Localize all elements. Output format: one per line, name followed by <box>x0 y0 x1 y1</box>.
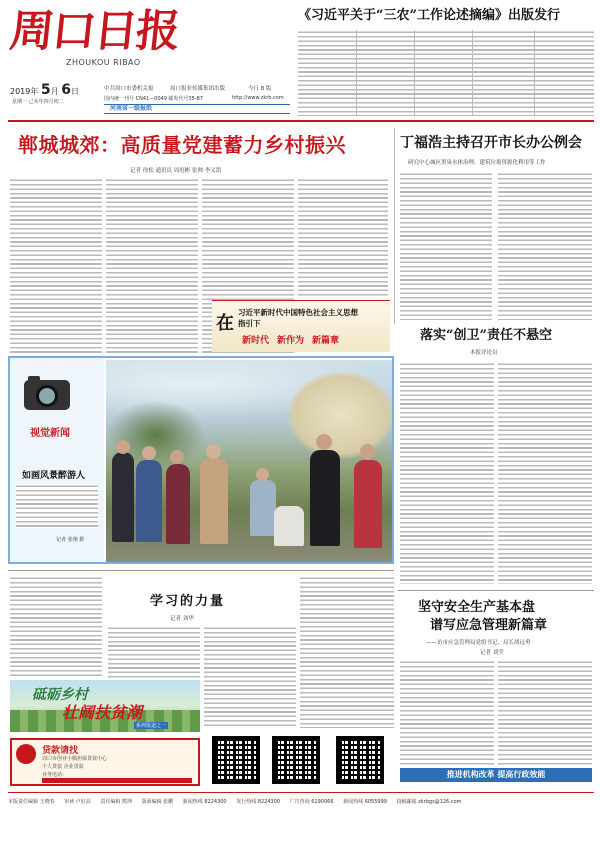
qr-code-3[interactable] <box>336 736 384 784</box>
website[interactable]: http://www.zkrb.com <box>232 95 284 101</box>
qr-code-1[interactable] <box>212 736 260 784</box>
mid-col-3 <box>300 576 394 728</box>
footer-divider <box>8 792 594 793</box>
province-tag: 河南省一级报纸 <box>104 104 290 114</box>
lead-col-2 <box>106 178 198 354</box>
date-block <box>10 82 79 98</box>
right-top-col-1 <box>400 172 492 320</box>
left-lower-col-1 <box>10 576 102 676</box>
date-month-unit: 月 <box>50 87 59 96</box>
ad-line-1: 周口市创业小额担保贷款中心 <box>42 756 108 762</box>
top-article-text <box>298 30 594 116</box>
ad-logo <box>16 744 36 764</box>
cn-number: 国内统一刊号 CN41—0049 邮发代号35-87 <box>104 96 204 102</box>
loan-ad[interactable] <box>10 738 200 786</box>
slogan-3: 新篇章 <box>312 336 340 346</box>
promo-line1: 砥砺乡村 <box>32 687 88 703</box>
footer-item: 投稿邮箱 zkrbgs@126.com <box>396 799 462 805</box>
commentary-headline[interactable]: 落实“创卫”责任不悬空 <box>420 328 552 343</box>
slogan-1: 新时代 <box>242 336 270 346</box>
ad-line-2: 个人贷款 企业贷款 <box>42 764 84 770</box>
lead-byline: 记者 徐松 通讯员 周庭彬 张帅 李义凯 <box>130 168 222 174</box>
visual-news-caption-title: 如画风景醉游人 <box>22 471 86 481</box>
date-month: 5 <box>40 82 51 98</box>
lead-col-1 <box>10 178 102 354</box>
camera-icon <box>24 380 70 410</box>
footer-item: 版面编辑 张鹏 <box>141 799 174 805</box>
promo-banner[interactable] <box>10 680 200 732</box>
visual-news-caption <box>16 484 98 528</box>
footer-item: 广告咨询 6190066 <box>289 799 334 805</box>
study-byline: 记者 刘华 <box>170 616 194 622</box>
safety-subtitle: ——访市应急管理局党组书记、局长胡远勇 <box>426 640 531 646</box>
reform-banner[interactable]: 推进机构改革 提高行政效能 <box>400 768 592 782</box>
visual-news-credit: 记者 张翔 摄 <box>56 537 85 543</box>
banner-line2: 指引下 <box>238 319 261 328</box>
right-top-col-2 <box>498 172 592 320</box>
footer-item: 新闻热线 6055999 <box>343 799 387 805</box>
visual-news-label: 视觉新闻 <box>30 428 70 439</box>
safety-col-2 <box>498 660 592 766</box>
weekday-line: 星期一 己亥年四月初二 <box>12 99 64 105</box>
footer-item: 本版责任编辑 王晓春 <box>8 799 55 805</box>
study-headline[interactable]: 学习的力量 <box>150 594 226 609</box>
date-day-unit: 日 <box>70 87 79 96</box>
qr-code-2[interactable] <box>272 736 320 784</box>
ad-line-3: 业务电话： <box>42 772 68 778</box>
date-year: 2019年 <box>10 87 39 96</box>
slogan-banner <box>212 300 390 352</box>
safety-byline: 记者 刘莹 <box>480 650 504 656</box>
newspaper-pinyin: ZHOUKOU RIBAO <box>66 58 141 67</box>
ad-hotline-bar <box>42 778 192 783</box>
masthead-divider <box>8 120 594 122</box>
banner-slogans <box>242 333 339 346</box>
banner-line1: 习近平新时代中国特色社会主义思想 <box>238 308 358 317</box>
visual-news-header <box>10 358 104 562</box>
ad-title: 贷款请找 <box>42 746 79 756</box>
commentary-col-2 <box>498 362 592 584</box>
issue-count: 今日 8 版 <box>248 86 272 92</box>
safety-headline-1[interactable]: 坚守安全生产基本盘 <box>418 600 536 615</box>
commentary-col-1 <box>400 362 494 584</box>
commentary-byline: 本报评论员 <box>470 350 498 356</box>
safety-col-1 <box>400 660 494 766</box>
visual-news-photo <box>106 360 392 562</box>
safety-headline-2[interactable]: 谱写应急管理新篇章 <box>430 618 548 633</box>
newspaper-logo: 周口日报 <box>7 6 181 57</box>
sponsor-1: 中共周口市委机关报 <box>104 86 154 92</box>
right-top-subtitle: 研究中心城区黑臭水体治理、建筑垃圾资源化利用等工作 <box>408 160 546 166</box>
sponsor-2: 周口报业传媒集团出版 <box>170 86 226 92</box>
footer-item: 新闻热线 8224300 <box>182 799 227 805</box>
footer-item: 审读 卢好高 <box>64 799 91 805</box>
study-col-2 <box>204 626 296 728</box>
date-day: 6 <box>61 82 71 98</box>
footer-item: 责任编辑 熊坤 <box>100 799 132 805</box>
footer-item: 发行热线 8224300 <box>236 799 281 805</box>
lead-col-4 <box>298 178 388 298</box>
footer <box>8 798 594 808</box>
lead-headline[interactable]: 郸城城郊：高质量党建蓄力乡村振兴 <box>18 133 346 157</box>
banner-zai: 在 <box>216 313 234 334</box>
promo-note: 系列报道之一 <box>136 723 167 729</box>
top-headline[interactable]: 《习近平关于“三农”工作论述摘编》出版发行 <box>298 8 560 23</box>
right-top-headline[interactable]: 丁福浩主持召开市长办公例会 <box>400 135 582 151</box>
promo-line2: 壮阔扶贫潮 <box>62 703 143 722</box>
slogan-2: 新作为 <box>277 336 305 346</box>
